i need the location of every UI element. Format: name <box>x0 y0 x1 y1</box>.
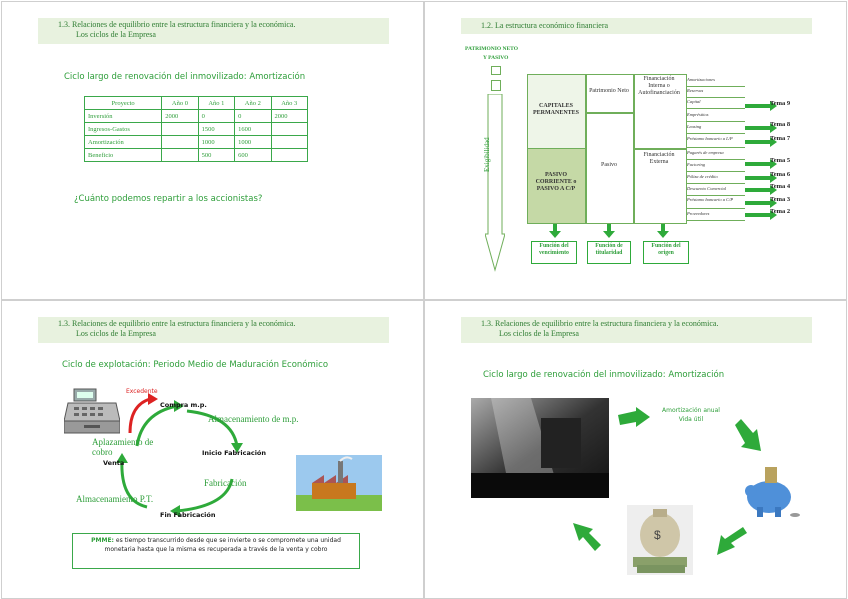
exigibilidad-label: Exigibilidad <box>483 137 491 172</box>
tema-label: Tema 3 <box>770 196 791 203</box>
pmme-text: es tiempo transcurrido desde que se invierte o se compromete una unidad monetaria hasta que la misma es recuperada a través de la venta y cobro <box>104 537 341 553</box>
slide-3-subtitle: Ciclo de explotación: Periodo Medio de Maduración Económico <box>62 360 329 370</box>
slide-3-title: 1.3. Relaciones de equilibrio entre la estructura financiera y la económica. <box>58 319 296 328</box>
compra-label: Compra m.p. <box>160 401 207 409</box>
money-bag-image <box>627 505 693 575</box>
table-cell <box>271 149 307 162</box>
arrow-down-icon <box>661 224 665 232</box>
arrow-right-icon <box>745 176 771 180</box>
venta-label: Venta <box>103 459 125 467</box>
table-cell: Inversión <box>85 110 162 123</box>
vida-util-text: Vida útil <box>678 416 704 423</box>
tema-label: Tema 2 <box>770 208 791 215</box>
table-row <box>85 149 308 162</box>
slide-1-title: 1.3. Relaciones de equilibrio entre la estructura financiera y la económica. <box>58 20 296 29</box>
amortization-table <box>84 96 308 162</box>
table-header: Año 0 <box>162 97 198 110</box>
slide-3-header <box>38 317 389 343</box>
almacenamiento-pt-label: Almacenamiento P.T. <box>76 494 154 504</box>
pmme-label: PMME: <box>91 537 114 544</box>
label-prestamo-lp: Préstamo bancario a L/P <box>687 136 745 148</box>
label-leasing: Leasing <box>687 124 745 134</box>
slide-4 <box>424 300 847 599</box>
arrow-down-left-icon <box>717 527 747 555</box>
slide-2 <box>424 1 847 300</box>
arrow-right-icon <box>745 201 771 205</box>
table-cell: Amortización <box>85 136 162 149</box>
table-cell: 1500 <box>198 123 234 136</box>
slide-3 <box>1 300 424 599</box>
slide-4-title-line2: Los ciclos de la Empresa <box>499 329 579 338</box>
table-header: Año 3 <box>271 97 307 110</box>
tema-label: Tema 9 <box>770 100 791 107</box>
table-cell: Beneficio <box>85 149 162 162</box>
slide-4-title: 1.3. Relaciones de equilibrio entre la estructura financiera y la económica. <box>481 319 719 328</box>
patrimonio-label: Patrimonio Neto <box>589 88 629 94</box>
pasivo-corriente-label: PASIVO CORRIENTE o PASIVO A C/P <box>535 172 577 192</box>
table-cell: 2000 <box>271 110 307 123</box>
label-descuento: Descuento Comercial <box>687 186 745 196</box>
slide-1 <box>1 1 424 300</box>
pmme-definition-box <box>72 533 360 569</box>
label-pagares: Pagarés de empresa <box>687 150 745 160</box>
pn-label: PATRIMONIO NETO <box>465 46 519 52</box>
table-cell: Ingresos-Gastos <box>85 123 162 136</box>
table-header: Año 2 <box>235 97 271 110</box>
label-poliza: Póliza de crédito <box>687 174 745 184</box>
slide-2-title: 1.2. La estructura económico financiera <box>481 21 609 30</box>
tema-label: Tema 5 <box>770 157 791 164</box>
tema-label: Tema 4 <box>770 183 791 190</box>
arrow-right-icon <box>745 126 771 130</box>
tema-label: Tema 6 <box>770 171 791 178</box>
tema-label: Tema 8 <box>770 121 791 128</box>
funcion-vencimiento-box: Función del vencimiento <box>531 241 577 264</box>
table-cell: 1000 <box>235 136 271 149</box>
table-cell <box>162 123 198 136</box>
fin-interna-label: Financiación Interna o Autofinanciación <box>638 76 680 96</box>
label-emprestitos: Empréstitos <box>687 112 745 122</box>
table-header: Año 1 <box>198 97 234 110</box>
pasivo-label: Pasivo <box>600 162 617 168</box>
table-cell: 500 <box>198 149 234 162</box>
arrow-right-icon <box>618 407 650 429</box>
label-reservas: Reservas <box>687 88 745 98</box>
almacenamiento-mp-label: Almacenamiento de m.p. <box>208 414 299 424</box>
table-cell: 600 <box>235 149 271 162</box>
slide-4-header <box>461 317 812 343</box>
table-header-row <box>85 97 308 110</box>
arrow-right-icon <box>745 104 771 108</box>
pn-box-2 <box>491 80 501 91</box>
arrow-right-icon <box>745 162 771 166</box>
table-cell <box>162 136 198 149</box>
table-cell: 0 <box>198 110 234 123</box>
svg-text:$: $ <box>654 528 661 542</box>
inicio-fabricacion-label: Inicio Fabricación <box>202 449 267 457</box>
table-row <box>85 136 308 149</box>
industrial-photo <box>471 398 609 498</box>
pn-label-2: Y PASIVO <box>483 55 509 61</box>
label-proveedores: Proveedores <box>687 211 745 221</box>
slide-4-subtitle: Ciclo largo de renovación del inmovilizado: Amortización <box>483 370 725 380</box>
label-capital: Capital <box>687 99 745 109</box>
slide-1-header <box>38 18 389 44</box>
funcion-origen-box: Función del origen <box>643 241 689 264</box>
arrow-down-icon <box>553 224 557 232</box>
arrow-right-icon <box>745 140 771 144</box>
arrow-right-icon <box>745 188 771 192</box>
table-row <box>85 123 308 136</box>
table-header: Proyecto <box>85 97 162 110</box>
amortizacion-anual-label <box>659 406 723 424</box>
excedente-label: Excedente <box>126 388 158 395</box>
slide-3-title-line2: Los ciclos de la Empresa <box>76 329 156 338</box>
fin-fabricacion-label: Fin Fabricación <box>160 511 216 519</box>
aplazamiento-label: Aplazamiento de cobro <box>92 437 154 457</box>
table-cell: 0 <box>235 110 271 123</box>
factory-image <box>296 455 382 511</box>
table-cell <box>271 136 307 149</box>
tema-label: Tema 7 <box>770 135 791 142</box>
table-cell: 2000 <box>162 110 198 123</box>
arrow-up-left-icon <box>571 523 601 551</box>
arrow-down-icon <box>607 224 611 232</box>
arrow-down-right-icon <box>735 419 765 453</box>
slide-1-subtitle: Ciclo largo de renovación del inmovilizado: Amortización <box>64 72 306 82</box>
table-cell: 1600 <box>235 123 271 136</box>
slide-1-title-line2: Los ciclos de la Empresa <box>76 30 156 39</box>
slide-1-question: ¿Cuánto podemos repartir a los accionistas? <box>74 194 263 204</box>
table-row <box>85 110 308 123</box>
label-factoring: Factoring <box>687 162 745 172</box>
exigibilidad-arrow-icon <box>485 94 505 272</box>
fabricacion-label: Fabricación <box>204 478 247 488</box>
label-prestamo-cp: Préstamo bancario a C/P <box>687 197 745 209</box>
table-cell: 1000 <box>198 136 234 149</box>
label-amortizaciones: Amortizaciones <box>687 77 745 87</box>
table-cell <box>271 123 307 136</box>
table-cell <box>162 149 198 162</box>
capitales-label: CAPITALES PERMANENTES <box>532 103 579 116</box>
arrow-right-icon <box>745 213 771 217</box>
slide-2-header <box>461 18 812 34</box>
pn-box-1 <box>491 66 501 75</box>
funcion-titularidad-box: Función de titularidad <box>587 241 631 264</box>
piggy-bank-image <box>737 461 803 521</box>
fin-externa-label: Financiación Externa <box>643 152 675 165</box>
amortizacion-anual-text: Amortización anual <box>662 407 720 414</box>
